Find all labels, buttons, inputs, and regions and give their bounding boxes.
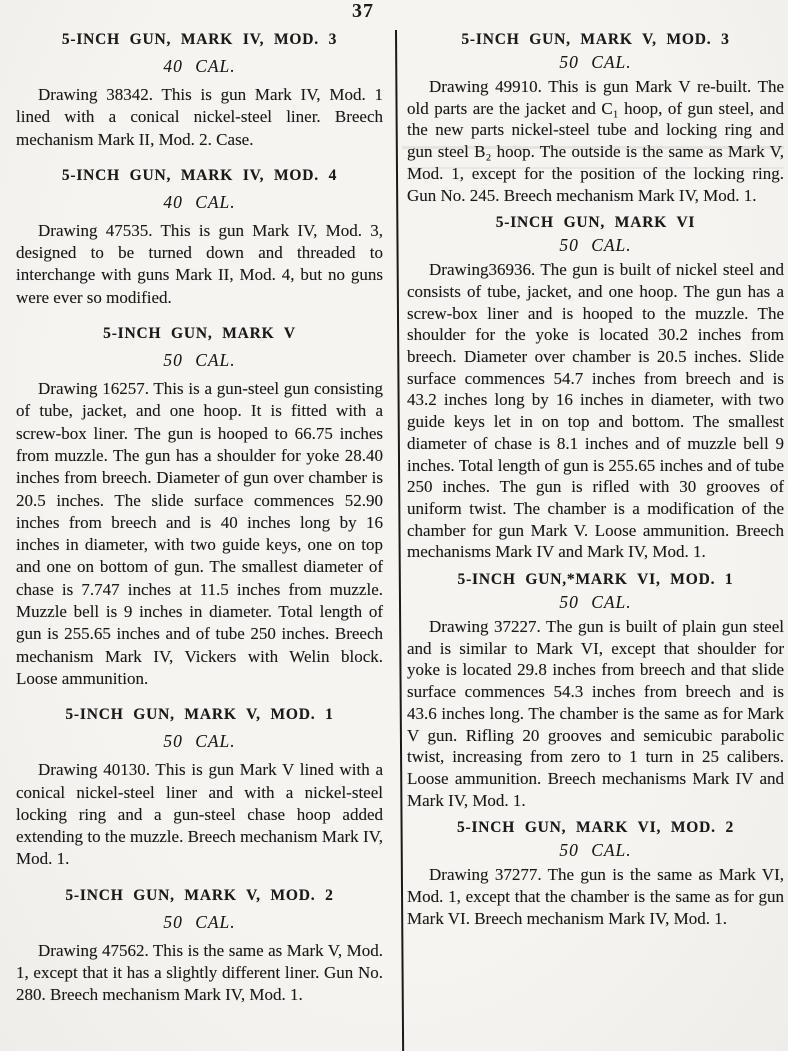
caliber-subheading: 50 CAL.	[163, 350, 236, 371]
section-body: Drawing 38342. This is gun Mark IV, Mod. 1 lined with a conical nickel-steel liner. Breech mechanism Mark II, Mod. 2. Case.	[16, 85, 383, 149]
gun-section-mark-v-mod-2	[16, 887, 383, 1007]
caliber-subheading: 40 CAL.	[163, 191, 236, 212]
section-heading: 5-INCH GUN, MARK V, MOD. 2	[65, 886, 334, 904]
gun-section-mark-v-mod-3	[407, 31, 784, 206]
section-body: Drawing 37227. The gun is built of plain gun steel and is similar to Mark VI, except that shoulder for yoke is located 29.8 inches from breech and that slide surface commences 54.3 inches from breech and is 43.6 inches long. The chamber is the same as for Mark V gun. Rifling 20 grooves and semicubic parabolic twist, increasing from zero to 1 turn in 25 calibers. Loose ammunition. Breech mechanisms Mark IV and Mark IV, Mod. 1.	[407, 617, 784, 810]
right-column	[394, 31, 788, 1023]
section-body: Drawing 40130. This is gun Mark V lined with a conical nickel-steel liner and with a nickel-steel locking ring and a gun-steel chase hoop added extending to the muzzle. Breech mechanism Mark IV, Mod. 1.	[16, 760, 383, 869]
gun-section-mark-vi	[407, 214, 784, 563]
section-heading: 5-INCH GUN, MARK V	[103, 325, 296, 343]
caliber-subheading: 50 CAL.	[163, 731, 236, 752]
caliber-subheading: 40 CAL.	[163, 56, 236, 76]
section-heading: 5-INCH GUN, MARK IV, MOD. 4	[61, 166, 338, 184]
section-body: Drawing 47562. This is the same as Mark V, Mod. 1, except that it has a slightly different liner. Gun No. 280. Breech mechanism Mark IV, Mod. 1.	[16, 940, 383, 1005]
section-body: Drawing36936. The gun is built of nickel steel and consists of tube, jacket, and one hoop. The gun has a screw-box liner and is hooped to the muzzle. The shoulder for the yoke is located 30.2 inches from breech. Diameter over chamber is 20.5 inches. Slide surface commences 54.7 inches from breech and is 43.2 inches long by 16 inches in diameter, with two guide keys let in on top and bottom. The smallest diameter of chase is 8.1 inches and of muzzle bell 9 inches. Total length of gun is 255.65 inches and of tube 250 inches. The gun is rifled with 30 grooves of uniform twist. The chamber is a modification of the chamber for gun Mark V. Loose ammunition. Breech mechanisms Mark IV and Mark IV, Mod. 1.	[407, 260, 784, 562]
section-heading: 5-INCH GUN,*MARK VI, MOD. 1	[457, 571, 734, 589]
scan-artifact	[402, 146, 784, 149]
section-body: Drawing 37277. The gun is the same as Mark VI, Mod. 1, except that the chamber is the same as for gun Mark VI. Breech mechanism Mark IV, Mod. 1.	[407, 865, 784, 928]
gun-section-mark-vi-mod-1	[407, 571, 784, 811]
scan-artifact	[408, 167, 784, 169]
section-body: Drawing 49910. This is gun Mark V re-built. The old parts are the jacket and C₁ hoop, of gun steel, and the new parts nickel-steel tube and locking ring and gun steel B₂ hoop. The outside is the same as Mark V, Mod. 1, except for the position of the locking ring. Gun No. 245. Breech mechanism Mark IV, Mod. 1.	[407, 77, 784, 205]
caliber-subheading: 50 CAL.	[559, 52, 632, 72]
caliber-subheading: 50 CAL.	[559, 235, 632, 256]
gun-section-mark-vi-mod-2	[407, 819, 784, 929]
caliber-subheading: 50 CAL.	[163, 911, 236, 932]
left-column	[0, 31, 394, 1023]
page-number: 37	[352, 0, 374, 22]
gun-section-mark-iv-mod-3	[16, 31, 383, 151]
section-heading: 5-INCH GUN, MARK IV, MOD. 3	[61, 31, 338, 48]
section-heading: 5-INCH GUN, MARK V, MOD. 1	[65, 706, 334, 724]
section-heading: 5-INCH GUN, MARK VI, MOD. 2	[456, 819, 735, 837]
gun-section-mark-v-mod-1	[16, 706, 383, 870]
gun-section-mark-v	[16, 325, 383, 690]
gun-section-mark-iv-mod-4	[16, 167, 383, 309]
caliber-subheading: 50 CAL.	[559, 840, 632, 861]
section-heading: 5-INCH GUN, MARK V, MOD. 3	[461, 31, 730, 48]
caliber-subheading: 50 CAL.	[559, 592, 632, 613]
section-body: Drawing 16257. This is a gun-steel gun consisting of tube, jacket, and one hoop. It is fitted with a screw-box liner. The gun is hooped to 66.75 inches from muzzle. The gun has a shoulder for yoke 28.40 inches from breech. Diameter of gun over chamber is 20.5 inches. The slide surface commences 52.90 inches from breech and is 40 inches long by 16 inches in diameter, with two guide keys, one on top and one on bottom of gun. The smallest diameter of chase is 7.747 inches at 11.5 inches from muzzle. Muzzle bell is 9 inches in diameter. Total length of gun is 255.65 inches and of tube 250 inches. Breech mechanism Mark IV, Vickers with Welin block. Loose ammunition.	[16, 379, 383, 688]
section-body: Drawing 47535. This is gun Mark IV, Mod. 3, designed to be turned down and threaded to interchange with guns Mark II, Mod. 4, but no guns were ever so modified.	[16, 220, 383, 307]
section-heading: 5-INCH GUN, MARK VI	[495, 214, 696, 232]
